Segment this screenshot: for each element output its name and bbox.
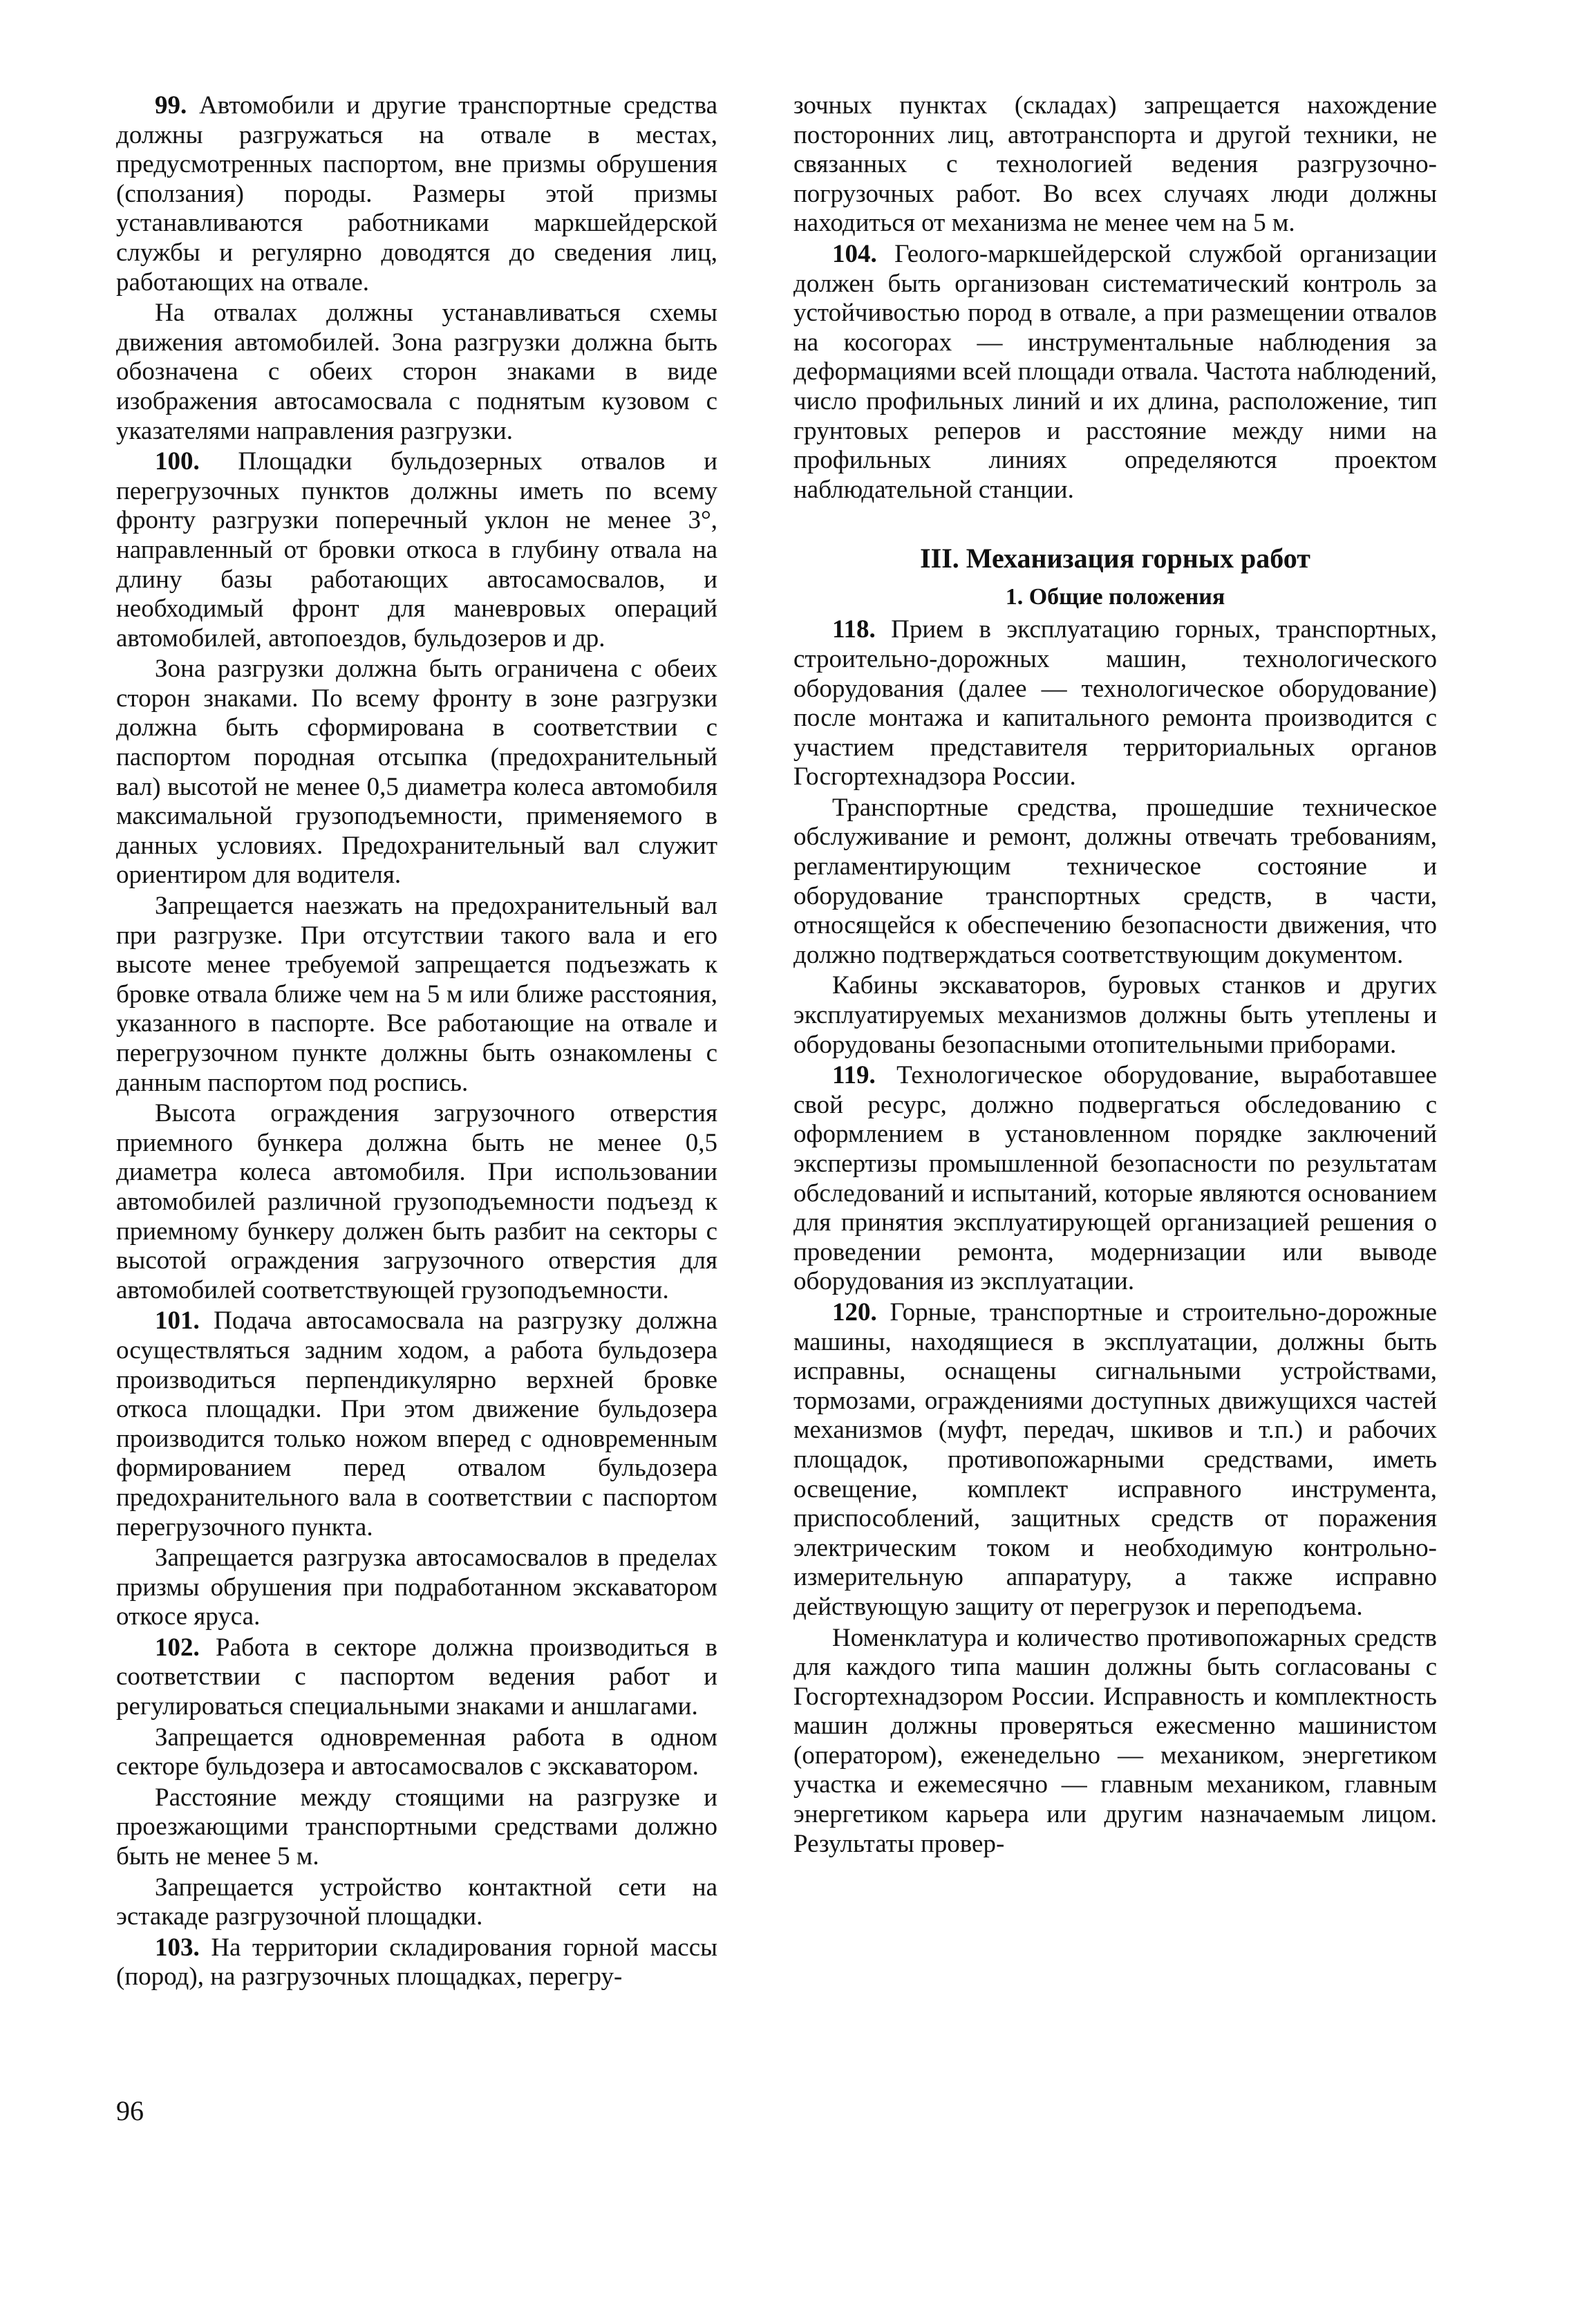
- paragraph-118-vehicles: Транспортные средства, прошедшие техническое обслуживание и ремонт, должны отвечать требованиям, регламентирующим техническое состояние и оборудование транспортных средств, в части, относящейся к обеспечению безопасности движения, что должно подтверждаться соответствующим документом.: [793, 793, 1437, 969]
- paragraph-119: [793, 1061, 1437, 1297]
- paragraph-100-safety-berm: Зона разгрузки должна быть ограничена с обеих сторон знаками. По всему фронту в зоне разгрузки должна быть сформирована в соответствии с паспортом породная отсыпка (предохранительный вал) высотой не менее 0,5 диаметра колеса автомобиля максимальной грузоподъемности, применяемого в данных условиях. Предохранительный вал служит ориентиром для водителя.: [116, 655, 717, 890]
- clause-text-102: Работа в секторе должна производиться в соответствии с паспортом ведения работ и регулироваться специальными знаками и аншлагами.: [116, 1633, 717, 1721]
- paragraph-103-continued: зочных пунктах (складах) запрещается нахождение посторонних лиц, автотранспорта и другой техники, не связанных с технологией ведения разгрузочно-погрузочных работ. Во всех случаях люди должны находиться от механизма не менее чем на 5 м.: [793, 91, 1437, 238]
- clause-text-104: Геолого-маркшейдерской службой организации должен быть организован систематический контроль за устойчивостью пород в отвале, а при размещении отвалов на косогорах — инструментальные наблюдения за деформациями всей площади отвала. Частота наблюдений, число профильных линий и их длина, расположение, тип грунтовых реперов и расстояние между ними на профильных линиях определяются проектом наблюдательной станции.: [793, 239, 1437, 504]
- clause-number-102: 102.: [155, 1633, 200, 1662]
- clause-text-120: Горные, транспортные и строительно-дорожные машины, находящиеся в эксплуатации, должны быть исправны, оснащены сигнальными устройствами, тормозами, ограждениями доступных движущихся частей механизмов (муфт, передач, шкивов и т.п.) и рабочих площадок, противопожарными средствами, иметь освещение, комплект исправного инструмента, приспособлений, защитных средств от поражения электрическим током и необходимую контрольно-измерительную аппаратуру, а также исправно действующую защиту от перегрузок и переподъема.: [793, 1297, 1437, 1621]
- clause-number-119: 119.: [832, 1061, 876, 1090]
- paragraph-99-dump-schemes: На отвалах должны устанавливаться схемы движения автомобилей. Зона разгрузки должна быть обозначена с обеих сторон знаками в виде изображения автосамосвала с поднятым кузовом с указателями направления разгрузки.: [116, 299, 717, 445]
- page-number: 96: [116, 2095, 144, 2126]
- clause-text-99: Автомобили и другие транспортные средства должны разгружаться на отвале в местах, предусмотренных паспортом, вне призмы обрушения (сползания) породы. Размеры этой призмы устанавливаются работниками маркшейдерской службы и регулярно доводятся до сведения лиц, работающих на отвале.: [116, 91, 717, 297]
- paragraph-99: [116, 91, 717, 297]
- paragraph-102-distance: Расстояние между стоящими на разгрузке и проезжающими транспортными средствами должно быть не менее 5 м.: [116, 1783, 717, 1871]
- clause-number-100: 100.: [155, 447, 200, 476]
- paragraph-102: [116, 1633, 717, 1722]
- paragraph-118: [793, 615, 1437, 792]
- clause-text-118: Прием в эксплуатацию горных, транспортных, строительно-дорожных машин, технологического оборудования (далее — технологическое оборудование) после монтажа и капитального ремонта производится с участием представителя территориальных органов Госгортехнадзора России.: [793, 615, 1437, 791]
- paragraph-100-no-driving-onto-berm: Запрещается наезжать на предохранительный вал при разгрузке. При отсутствии такого вала и его высоте менее требуемой запрещается подъезжать к бровке отвала ближе чем на 5 м или ближе расстояния, указанного в паспорте. Все работающие на отвале и перегрузочном пункте должны быть ознакомлены с данным паспортом под роспись.: [116, 892, 717, 1097]
- right-column: [793, 91, 1437, 1859]
- clause-number-99: 99.: [155, 91, 187, 120]
- paragraph-103: [116, 1933, 717, 1992]
- paragraph-102-simultaneous-work: Запрещается одновременная работа в одном секторе бульдозера и автосамосвалов с экскаватором.: [116, 1723, 717, 1781]
- paragraph-100: [116, 447, 717, 653]
- clause-text-119: Технологическое оборудование, выработавшее свой ресурс, должно подвергаться обследованию с оформлением в установленном порядке заключений экспертизы промышленной безопасности по результатам обследований и испытаний, которые являются основанием для принятия эксплуатирующей организацией решения о проведении ремонта, модернизации или выводе оборудования из эксплуатации.: [793, 1061, 1437, 1296]
- chapter-title: III. Механизация горных работ: [920, 543, 1310, 574]
- paragraph-100-hopper-barrier: Высота ограждения загрузочного отверстия приемного бункера должна быть не менее 0,5 диаметра колеса автомобиля. При использовании автомобилей различной грузоподъемности подъезд к приемному бункеру должен быть разбит на секторы с высотой ограждения загрузочного отверстия для автомобилей соответствующей грузоподъемности.: [116, 1099, 717, 1304]
- clause-number-101: 101.: [155, 1306, 200, 1336]
- paragraph-118-cabins: Кабины экскаваторов, буровых станков и других эксплуатируемых механизмов должны быть утеплены и оборудованы безопасными отопительными приборами.: [793, 971, 1437, 1059]
- section-title: 1. Общие положения: [1005, 584, 1225, 610]
- paragraph-104: [793, 240, 1437, 505]
- clause-number-120: 120.: [832, 1297, 877, 1327]
- clause-number-104: 104.: [832, 239, 877, 268]
- paragraph-120: [793, 1298, 1437, 1622]
- paragraph-120-fire-equipment: Номенклатура и количество противопожарных средств для каждого типа машин должны быть согласованы с Госгортехнадзором России. Исправность и комплектность машин должны проверяться ежесменно машинистом (оператором), еженедельно — механиком, энергетиком участка и ежемесячно — главным механиком, главным энергетиком карьера или другим назначаемым лицом. Результаты провер-: [793, 1623, 1437, 1858]
- paragraph-101: [116, 1306, 717, 1542]
- clause-text-101: Подача автосамосвала на разгрузку должна осуществляться задним ходом, а работа бульдозера производиться перпендикулярно верхней бровке откоса площадки. При этом движение бульдозера производится только ножом вперед с одновременным формированием перед отвалом бульдозера предохранительного вала в соответствии с паспортом перегрузочного пункта.: [116, 1306, 717, 1541]
- paragraph-102-contact-network: Запрещается устройство контактной сети на эстакаде разгрузочной площадки.: [116, 1873, 717, 1931]
- clause-number-103: 103.: [155, 1933, 200, 1962]
- clause-text-103: На территории складирования горной массы (пород), на разгрузочных площадках, перегру-: [116, 1933, 717, 1992]
- clause-number-118: 118.: [832, 615, 876, 644]
- left-column: [116, 91, 717, 1992]
- paragraph-101-collapse-prism: Запрещается разгрузка автосамосвалов в пределах призмы обрушения при подработанном экскаватором откосе яруса.: [116, 1544, 717, 1631]
- clause-text-100: Площадки бульдозерных отвалов и перегрузочных пунктов должны иметь по всему фронту разгрузки поперечный уклон не менее 3°, направленный от бровки откоса в глубину отвала на длину базы работающих автосамосвалов, и необходимый фронт для маневровых операций автомобилей, автопоездов, бульдозеров и др.: [116, 447, 717, 653]
